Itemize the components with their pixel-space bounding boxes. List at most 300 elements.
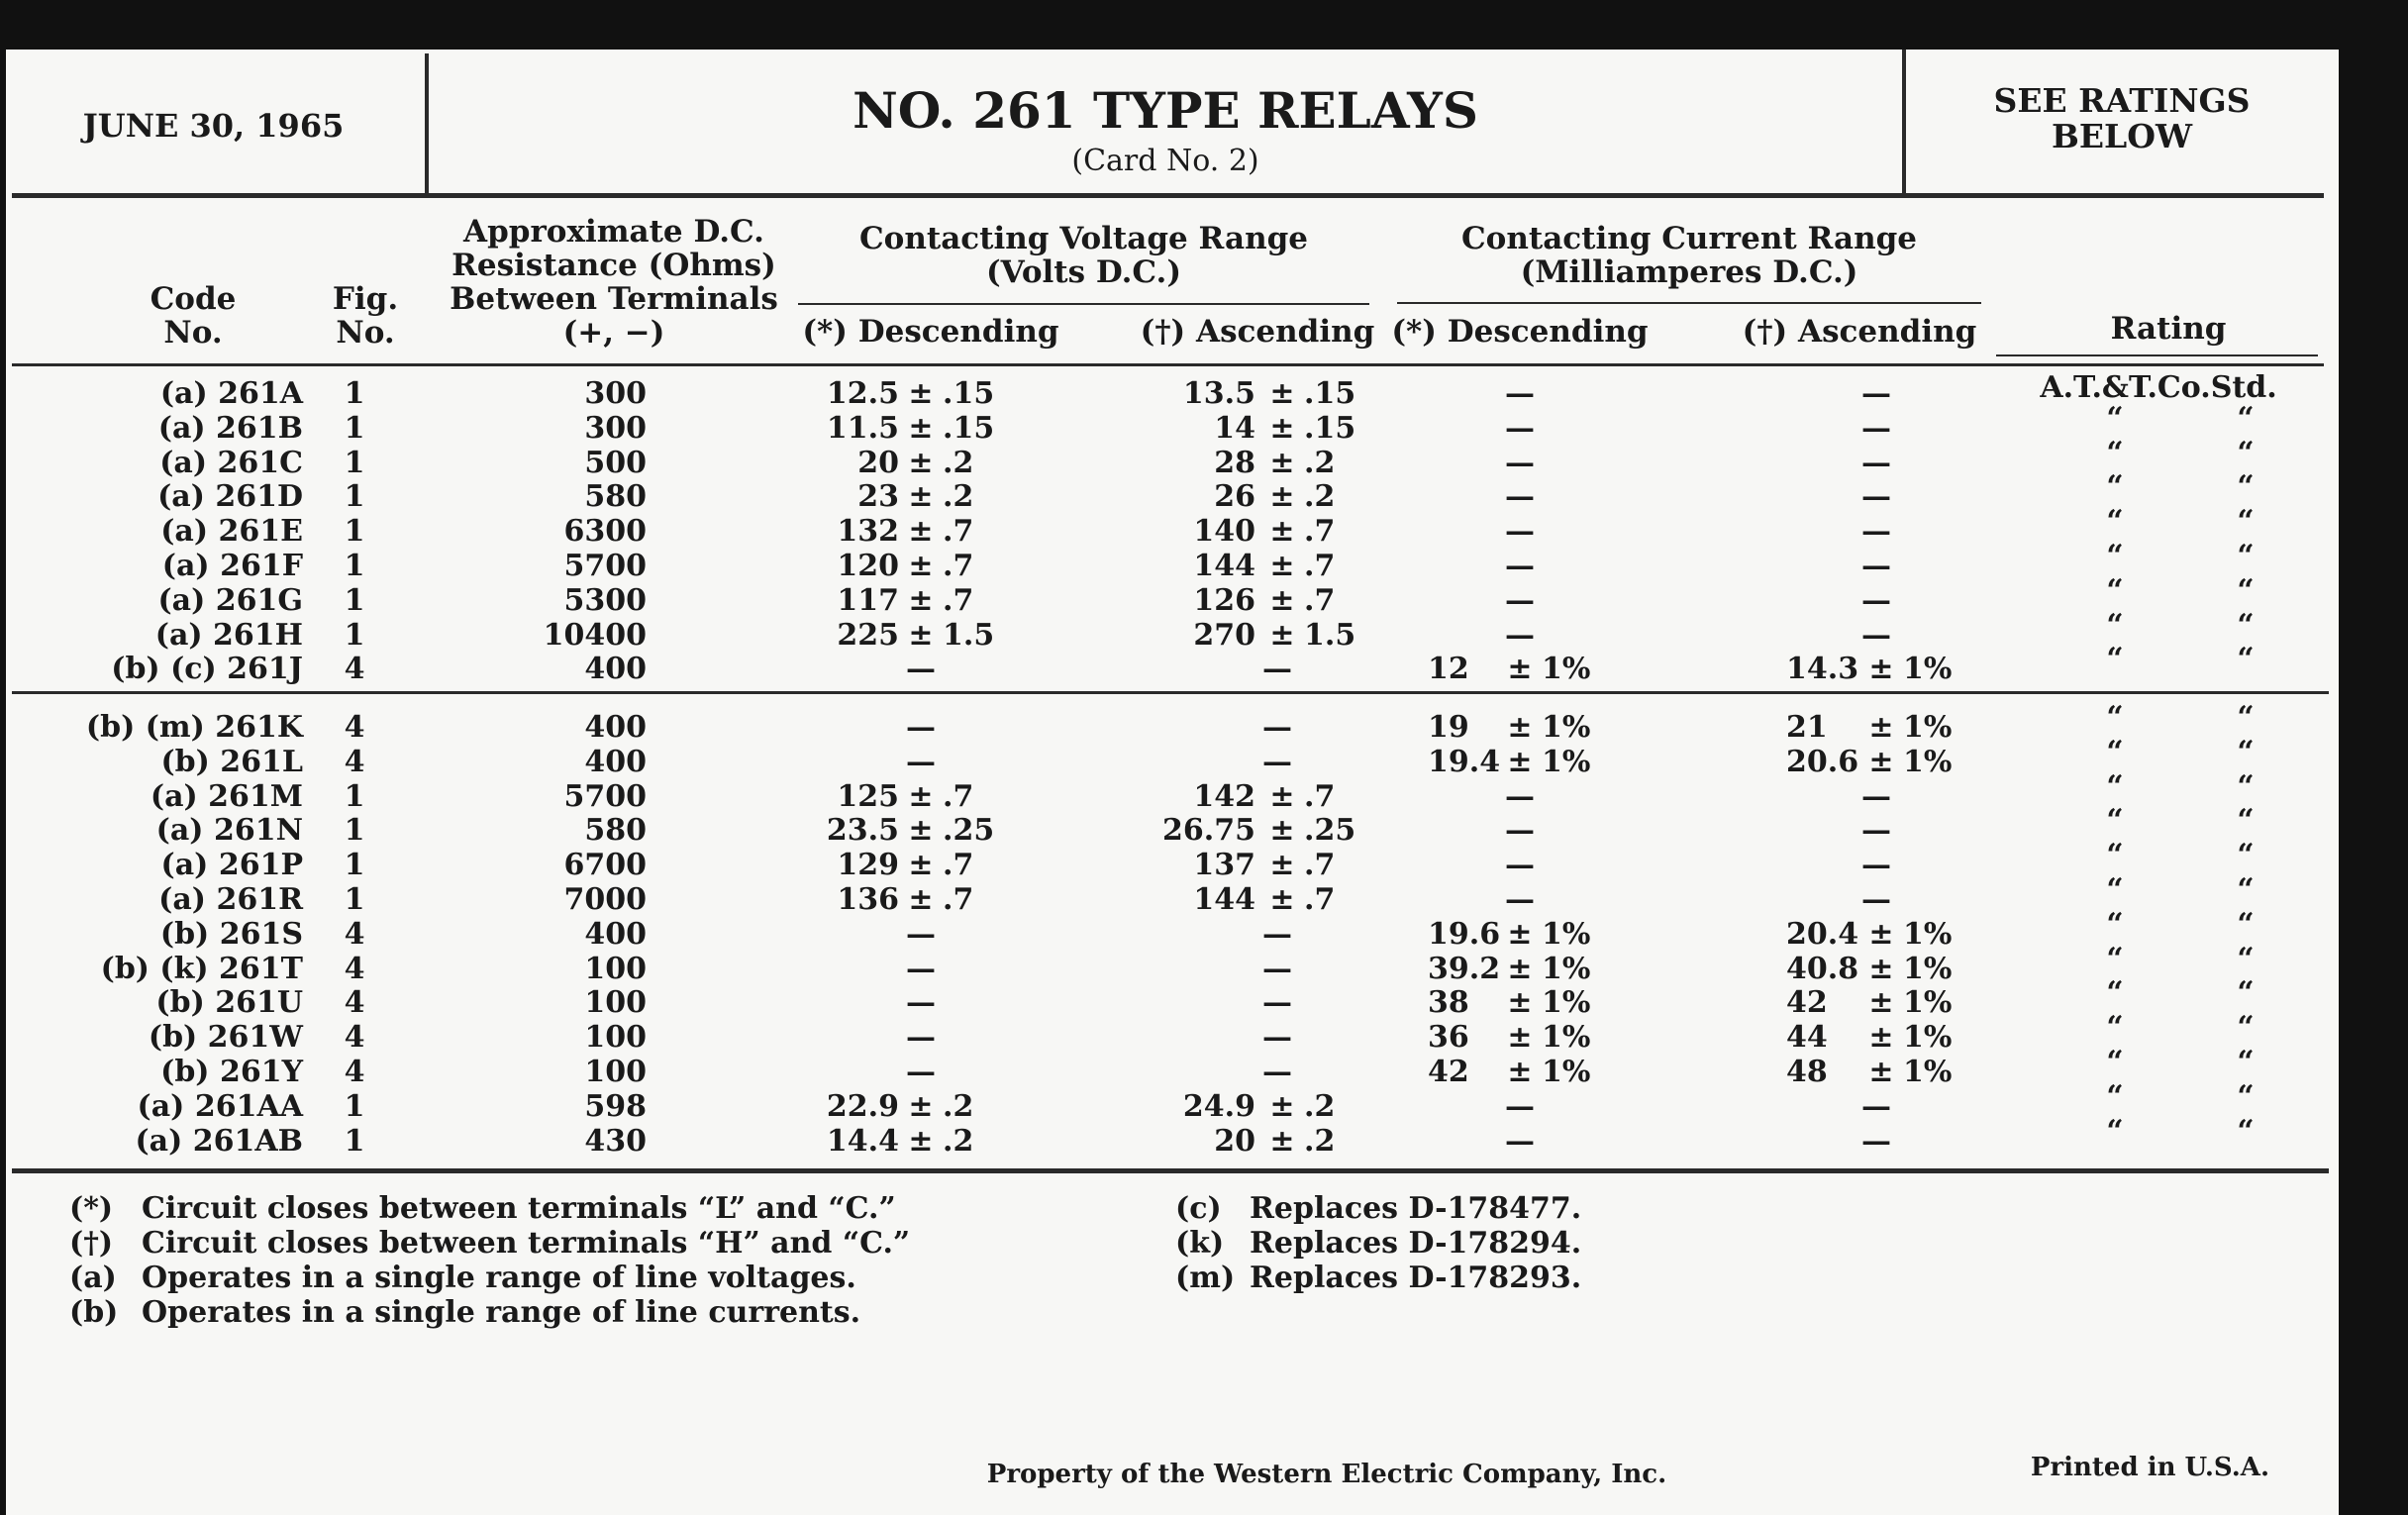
voltage-descending-value: 22.9	[826, 1088, 899, 1124]
code-no: (a) 261C	[159, 445, 303, 480]
plus-minus: ±	[1269, 376, 1295, 411]
col-header-code	[94, 282, 292, 350]
rating-ditto: “	[2237, 469, 2255, 505]
resistance: 100	[584, 1055, 647, 1089]
plus-minus: ±	[908, 882, 934, 917]
fig-no: 4	[344, 951, 365, 986]
footnote-mark: (k)	[1175, 1226, 1225, 1261]
code-no: (a) 261E	[160, 514, 303, 550]
property-notice: Property of the Western Electric Company, Inc.	[986, 1460, 1667, 1489]
voltage-ascending-value: 24.9	[1182, 1088, 1255, 1124]
footnote-text: Replaces D-178294.	[1250, 1226, 1582, 1261]
voltage-descending-value: 129	[837, 848, 899, 883]
scan-border-top	[0, 0, 2408, 50]
rating-ditto: “	[2106, 700, 2124, 735]
footnote-text: Replaces D-178477.	[1250, 1191, 1582, 1226]
voltage-descending-value: 225	[837, 617, 899, 653]
current-ascending-value: 44	[1786, 1020, 1828, 1056]
current-descending-tolerance: 1%	[1542, 1020, 1591, 1056]
voltage-ascending-value: 13.5	[1182, 376, 1255, 411]
fig-no: 4	[344, 710, 365, 745]
rating-ditto: “	[2106, 642, 2124, 677]
voltage-ascending-tolerance: .25	[1304, 813, 1356, 849]
current-descending-dash: —	[1505, 445, 1535, 480]
fig-no: 1	[344, 549, 365, 583]
rating-ditto: “	[2106, 539, 2124, 573]
plus-minus: ±	[1507, 1020, 1533, 1056]
rating-ditto: “	[2237, 906, 2255, 942]
col-header-line: Approximate D.C.	[463, 214, 764, 250]
table-bottom-rule	[12, 1168, 2329, 1173]
current-descending-dash: —	[1505, 1123, 1535, 1159]
table-row	[0, 768, 2337, 814]
resistance: 100	[584, 951, 647, 986]
rating-ditto: “	[2237, 975, 2255, 1011]
plus-minus: ±	[1507, 1055, 1533, 1089]
current-descending-value: 12	[1428, 652, 1469, 687]
rating-ditto: “	[2106, 975, 2124, 1011]
col-header-line: No.	[163, 315, 223, 351]
table-row	[0, 504, 2337, 550]
voltage-descending-dash: —	[906, 744, 936, 779]
voltage-descending-tolerance: .7	[943, 582, 974, 618]
code-no: (b) 261W	[148, 1020, 303, 1056]
current-ascending-dash: —	[1861, 848, 1891, 883]
voltage-ascending-tolerance: .7	[1304, 514, 1336, 550]
voltage-ascending-dash: —	[1262, 916, 1292, 952]
rating-ditto: “	[2106, 1010, 2124, 1046]
rating-value: A.T.&T.Co.Std.	[2040, 370, 2277, 405]
fig-no: 1	[344, 848, 365, 883]
code-no: (a) 261F	[161, 549, 303, 583]
rating-ditto: “	[2106, 838, 2124, 873]
fig-no: 1	[344, 376, 365, 411]
plus-minus: ±	[1507, 744, 1533, 779]
resistance: 500	[584, 445, 647, 480]
footnote-mark: (a)	[69, 1261, 117, 1295]
voltage-descending-dash: —	[906, 652, 936, 687]
voltage-descending-tolerance: .25	[943, 813, 995, 849]
footnote-mark: (*)	[69, 1191, 114, 1226]
voltage-descending-tolerance: .2	[943, 479, 974, 515]
voltage-descending-value: 12.5	[826, 376, 899, 411]
current-ascending-value: 14.3	[1786, 652, 1859, 687]
col-header-line: (+, −)	[562, 315, 665, 351]
voltage-descending-tolerance: 1.5	[943, 617, 995, 653]
plus-minus: ±	[1269, 410, 1295, 446]
voltage-ascending-tolerance: 1.5	[1304, 617, 1356, 653]
fig-no: 1	[344, 813, 365, 849]
table-row	[0, 572, 2337, 618]
current-descending-value: 19.4	[1428, 744, 1501, 779]
fig-no: 1	[344, 479, 365, 515]
current-descending-value: 38	[1428, 985, 1469, 1021]
current-ascending-dash: —	[1861, 514, 1891, 550]
current-ascending-tolerance: 1%	[1903, 1020, 1953, 1056]
table-row	[0, 1010, 2337, 1056]
current-ascending-dash: —	[1861, 813, 1891, 849]
voltage-descending-value: 23.5	[826, 813, 899, 849]
voltage-descending-dash: —	[906, 1020, 936, 1056]
current-descending-dash: —	[1505, 582, 1535, 618]
rating-ditto: “	[2106, 469, 2124, 505]
voltage-descending-tolerance: .7	[943, 549, 974, 583]
plus-minus: ±	[908, 582, 934, 618]
voltage-descending-value: 136	[837, 882, 899, 917]
resistance: 6300	[563, 514, 647, 550]
code-no: (b) 261S	[159, 916, 303, 952]
current-descending-dash: —	[1505, 410, 1535, 446]
rating-ditto: “	[2237, 572, 2255, 608]
table-row	[0, 370, 2337, 411]
voltage-descending-tolerance: .2	[943, 1088, 974, 1124]
code-no: (a) 261D	[157, 479, 303, 515]
current-ascending-dash: —	[1861, 445, 1891, 480]
fig-no: 4	[344, 652, 365, 687]
code-no: (a) 261AA	[137, 1088, 303, 1124]
resistance: 580	[584, 479, 647, 515]
rating-ditto: “	[2237, 734, 2255, 769]
rating-ditto: “	[2237, 642, 2255, 677]
footnote-mark: (m)	[1175, 1261, 1236, 1295]
current-descending-dash: —	[1505, 376, 1535, 411]
current-descending-value: 36	[1428, 1020, 1469, 1056]
voltage-ascending-tolerance: .2	[1304, 445, 1336, 480]
plus-minus: ±	[908, 445, 934, 480]
voltage-ascending-dash: —	[1262, 951, 1292, 986]
current-ascending-dash: —	[1861, 778, 1891, 814]
fig-no: 1	[344, 778, 365, 814]
fig-no: 4	[344, 985, 365, 1021]
current-descending-dash: —	[1505, 813, 1535, 849]
table-row	[0, 435, 2337, 480]
column-header-rule	[12, 363, 2324, 366]
current-ascending-dash: —	[1861, 549, 1891, 583]
current-descending-dash: —	[1505, 1088, 1535, 1124]
rating-ditto: “	[2106, 1078, 2124, 1114]
code-no: (b) (k) 261T	[100, 951, 303, 986]
table-row	[0, 469, 2337, 515]
code-no: (a) 261G	[157, 582, 303, 618]
voltage-descending-value: 11.5	[826, 410, 899, 446]
current-ascending-value: 21	[1786, 710, 1828, 745]
plus-minus: ±	[1507, 710, 1533, 745]
fig-no: 1	[344, 1123, 365, 1159]
code-no: (b) (c) 261J	[111, 652, 303, 687]
voltage-descending-value: 120	[837, 549, 899, 583]
resistance: 7000	[563, 882, 647, 917]
plus-minus: ±	[1269, 1088, 1295, 1124]
fig-no: 1	[344, 410, 365, 446]
voltage-ascending-value: 270	[1193, 617, 1255, 653]
table-row	[0, 539, 2337, 583]
voltage-descending-dash: —	[906, 710, 936, 745]
col-header-fig	[306, 282, 425, 350]
voltage-ascending-dash: —	[1262, 652, 1292, 687]
voltage-ascending-tolerance: .15	[1304, 376, 1356, 411]
footnote-text: Circuit closes between terminals “H” and “C.”	[142, 1226, 911, 1261]
voltage-ascending-value: 144	[1193, 882, 1255, 917]
footnote-mark: (†)	[69, 1226, 114, 1261]
rating-ditto: “	[2237, 504, 2255, 540]
plus-minus: ±	[908, 410, 934, 446]
plus-minus: ±	[1868, 1055, 1894, 1089]
rating-ditto: “	[2237, 1078, 2255, 1114]
rating-ditto: “	[2237, 941, 2255, 976]
table-row	[0, 1113, 2337, 1159]
code-no: (a) 261M	[150, 778, 303, 814]
current-descending-dash: —	[1505, 882, 1535, 917]
table-row	[0, 803, 2337, 849]
table-row	[0, 1078, 2337, 1124]
current-descending-value: 19.6	[1428, 916, 1501, 952]
current-descending-value: 19	[1428, 710, 1469, 745]
col-header-voltage	[798, 222, 1369, 289]
rating-ditto: “	[2106, 906, 2124, 942]
voltage-ascending-value: 144	[1193, 549, 1255, 583]
voltage-descending-value: 23	[857, 479, 899, 515]
current-ascending-dash: —	[1861, 1088, 1891, 1124]
col-header-voltage-descending: (*) Descending	[802, 314, 1059, 350]
resistance: 5700	[563, 778, 647, 814]
col-header-current-ascending: (†) Ascending	[1742, 314, 1977, 350]
footnote-text: Operates in a single range of line voltages.	[142, 1261, 856, 1295]
fig-no: 1	[344, 445, 365, 480]
current-descending-tolerance: 1%	[1542, 710, 1591, 745]
code-no: (a) 261P	[160, 848, 303, 883]
fig-no: 4	[344, 1055, 365, 1089]
voltage-ascending-value: 26.75	[1162, 813, 1255, 849]
voltage-ascending-tolerance: .2	[1304, 1088, 1336, 1124]
voltage-ascending-dash: —	[1262, 1020, 1292, 1056]
current-ascending-dash: —	[1861, 1123, 1891, 1159]
current-descending-tolerance: 1%	[1542, 652, 1591, 687]
resistance: 5700	[563, 549, 647, 583]
plus-minus: ±	[908, 479, 934, 515]
ratings-note-line: SEE RATINGS	[1993, 81, 2251, 120]
rating-ditto: “	[2237, 435, 2255, 470]
current-ascending-tolerance: 1%	[1903, 916, 1953, 952]
current-ascending-dash: —	[1861, 882, 1891, 917]
rating-ditto: “	[2106, 941, 2124, 976]
fig-no: 1	[344, 882, 365, 917]
fig-no: 1	[344, 514, 365, 550]
rating-ditto: “	[2237, 539, 2255, 573]
footnote-text: Operates in a single range of line currents.	[142, 1295, 861, 1330]
fig-no: 4	[344, 916, 365, 952]
plus-minus: ±	[1507, 985, 1533, 1021]
plus-minus: ±	[908, 376, 934, 411]
rating-ditto: “	[2237, 872, 2255, 907]
current-ascending-value: 40.8	[1786, 951, 1859, 986]
voltage-ascending-value: 26	[1214, 479, 1255, 515]
rating-ditto: “	[2106, 504, 2124, 540]
resistance: 5300	[563, 582, 647, 618]
plus-minus: ±	[1269, 479, 1295, 515]
code-no: (b) 261L	[160, 744, 303, 779]
rating-ditto: “	[2106, 803, 2124, 839]
rating-ditto: “	[2237, 700, 2255, 735]
col-header-line: Resistance (Ohms)	[452, 248, 776, 283]
voltage-ascending-dash: —	[1262, 710, 1292, 745]
code-no: (a) 261H	[154, 617, 303, 653]
plus-minus: ±	[1868, 652, 1894, 687]
plus-minus: ±	[1269, 445, 1295, 480]
resistance: 300	[584, 376, 647, 411]
current-descending-dash: —	[1505, 778, 1535, 814]
current-descending-dash: —	[1505, 549, 1535, 583]
col-header-current-descending: (*) Descending	[1391, 314, 1649, 350]
table-row	[0, 975, 2337, 1021]
rating-ditto: “	[2237, 1113, 2255, 1149]
resistance: 400	[584, 744, 647, 779]
current-ascending-tolerance: 1%	[1903, 1055, 1953, 1089]
rating-ditto: “	[2237, 838, 2255, 873]
fig-no: 4	[344, 744, 365, 779]
col-header-line: Code	[150, 281, 237, 317]
voltage-ascending-tolerance: .7	[1304, 778, 1336, 814]
voltage-descending-tolerance: .7	[943, 514, 974, 550]
rating-ditto: “	[2106, 768, 2124, 804]
col-header-line: Contacting Current Range	[1460, 221, 1918, 256]
voltage-ascending-tolerance: .15	[1304, 410, 1356, 446]
resistance: 400	[584, 652, 647, 687]
plus-minus: ±	[1269, 514, 1295, 550]
resistance: 6700	[563, 848, 647, 883]
col-header-line: (Milliamperes D.C.)	[1520, 254, 1858, 290]
table-row	[0, 872, 2337, 917]
voltage-ascending-dash: —	[1262, 744, 1292, 779]
voltage-descending-tolerance: .15	[943, 376, 995, 411]
card-number: (Card No. 2)	[1071, 144, 1259, 178]
footnote-mark: (b)	[69, 1295, 119, 1330]
plus-minus: ±	[1269, 1123, 1295, 1159]
current-ascending-dash: —	[1861, 376, 1891, 411]
rating-ditto: “	[2106, 872, 2124, 907]
plus-minus: ±	[1868, 744, 1894, 779]
voltage-ascending-tolerance: .7	[1304, 848, 1336, 883]
rating-ditto: “	[2106, 607, 2124, 643]
plus-minus: ±	[1868, 916, 1894, 952]
resistance: 400	[584, 916, 647, 952]
voltage-descending-tolerance: .2	[943, 1123, 974, 1159]
plus-minus: ±	[1269, 813, 1295, 849]
current-ascending-value: 48	[1786, 1055, 1828, 1089]
current-descending-tolerance: 1%	[1542, 916, 1591, 952]
voltage-ascending-value: 142	[1193, 778, 1255, 814]
ratings-note-line: BELOW	[2051, 117, 2193, 155]
resistance: 100	[584, 1020, 647, 1056]
fig-no: 1	[344, 582, 365, 618]
rating-header-rule	[1996, 354, 2318, 356]
plus-minus: ±	[908, 617, 934, 653]
group-divider	[12, 691, 2329, 694]
table-row	[0, 838, 2337, 883]
plus-minus: ±	[1868, 951, 1894, 986]
current-group-rule	[1397, 302, 1981, 304]
col-header-line: Fig.	[332, 281, 399, 317]
current-ascending-tolerance: 1%	[1903, 744, 1953, 779]
voltage-ascending-tolerance: .7	[1304, 882, 1336, 917]
rating-ditto: “	[2237, 1010, 2255, 1046]
current-ascending-tolerance: 1%	[1903, 652, 1953, 687]
current-ascending-dash: —	[1861, 479, 1891, 515]
current-ascending-tolerance: 1%	[1903, 985, 1953, 1021]
table-row	[0, 400, 2337, 446]
voltage-descending-tolerance: .7	[943, 882, 974, 917]
col-header-line: (Volts D.C.)	[985, 254, 1182, 290]
plus-minus: ±	[1507, 652, 1533, 687]
plus-minus: ±	[1507, 951, 1533, 986]
current-ascending-dash: —	[1861, 410, 1891, 446]
ratings-note	[1904, 83, 2340, 154]
rating-ditto: “	[2106, 1113, 2124, 1149]
voltage-descending-dash: —	[906, 1055, 936, 1089]
voltage-descending-tolerance: .2	[943, 445, 974, 480]
current-ascending-dash: —	[1861, 582, 1891, 618]
voltage-descending-value: 125	[837, 778, 899, 814]
rating-ditto: “	[2106, 400, 2124, 436]
code-no: (a) 261B	[157, 410, 303, 446]
voltage-ascending-dash: —	[1262, 1055, 1292, 1089]
voltage-descending-dash: —	[906, 916, 936, 952]
current-descending-dash: —	[1505, 848, 1535, 883]
header-rule	[12, 193, 2324, 198]
col-header-line: No.	[336, 315, 395, 351]
plus-minus: ±	[1269, 549, 1295, 583]
footnote-mark: (c)	[1175, 1191, 1222, 1226]
voltage-ascending-value: 28	[1214, 445, 1255, 480]
plus-minus: ±	[908, 514, 934, 550]
voltage-ascending-value: 20	[1214, 1123, 1255, 1159]
voltage-ascending-value: 140	[1193, 514, 1255, 550]
current-descending-value: 42	[1428, 1055, 1469, 1089]
plus-minus: ±	[1269, 778, 1295, 814]
table-row	[0, 906, 2337, 952]
voltage-descending-tolerance: .7	[943, 848, 974, 883]
resistance: 400	[584, 710, 647, 745]
resistance: 100	[584, 985, 647, 1021]
fig-no: 4	[344, 1020, 365, 1056]
code-no: (b) 261U	[155, 985, 303, 1021]
voltage-descending-dash: —	[906, 951, 936, 986]
voltage-ascending-value: 137	[1193, 848, 1255, 883]
rating-ditto: “	[2237, 400, 2255, 436]
footnote-text: Circuit closes between terminals “L” and “C.”	[142, 1191, 896, 1226]
plus-minus: ±	[1269, 582, 1295, 618]
resistance: 598	[584, 1088, 647, 1124]
col-header-current	[1397, 222, 1981, 289]
rating-ditto: “	[2237, 607, 2255, 643]
current-descending-dash: —	[1505, 514, 1535, 550]
voltage-descending-tolerance: .15	[943, 410, 995, 446]
card-date: JUNE 30, 1965	[82, 107, 345, 145]
voltage-ascending-value: 126	[1193, 582, 1255, 618]
resistance: 10400	[543, 617, 647, 653]
plus-minus: ±	[908, 778, 934, 814]
code-no: (a) 261N	[155, 813, 303, 849]
plus-minus: ±	[1269, 617, 1295, 653]
col-header-voltage-ascending: (†) Ascending	[1140, 314, 1375, 350]
resistance: 430	[584, 1123, 647, 1159]
current-ascending-value: 42	[1786, 985, 1828, 1021]
col-header-rating: Rating	[2110, 311, 2227, 347]
page-title: NO. 261 TYPE RELAYS	[853, 81, 1478, 140]
rating-ditto: “	[2106, 734, 2124, 769]
current-descending-tolerance: 1%	[1542, 985, 1591, 1021]
col-header-line: Between Terminals	[450, 281, 778, 317]
current-ascending-value: 20.6	[1786, 744, 1859, 779]
